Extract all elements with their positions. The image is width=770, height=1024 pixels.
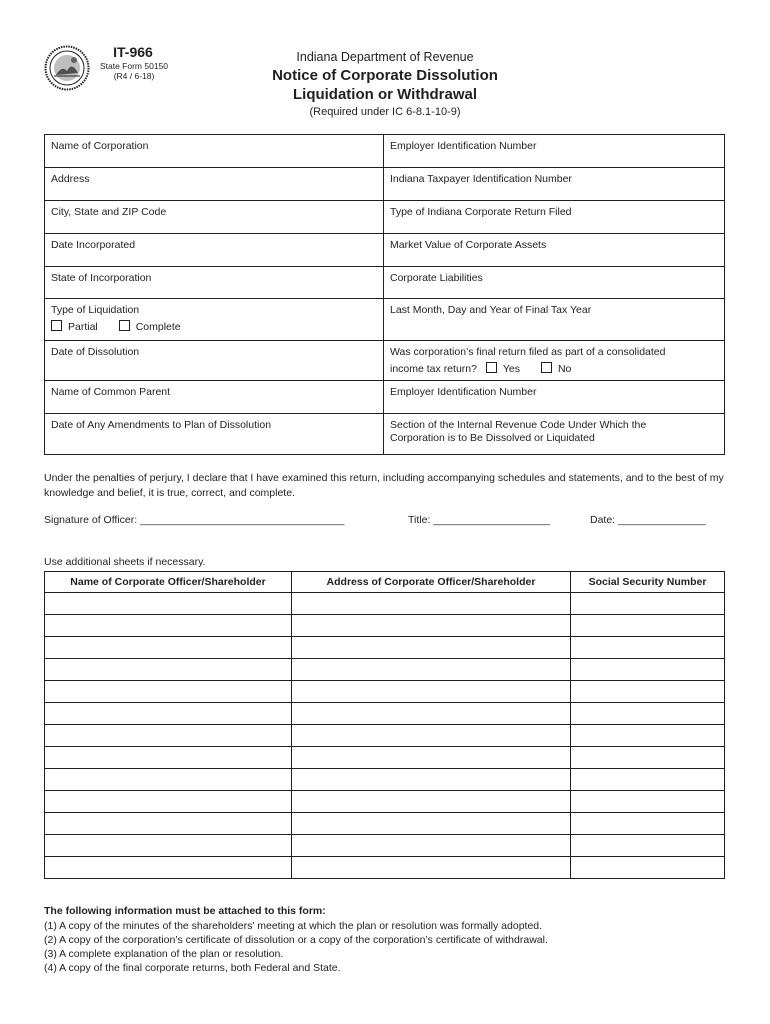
officer-address-cell[interactable] <box>292 835 571 857</box>
state-of-incorporation-field[interactable] <box>45 267 384 299</box>
yes-label: Yes <box>502 363 521 375</box>
table-row <box>45 659 725 681</box>
form-title-line2: Liquidation or Withdrawal <box>292 86 478 103</box>
officer-address-cell[interactable] <box>292 791 571 813</box>
statutory-requirement: (Required under IC 6-8.1-10-9) <box>309 106 461 118</box>
officer-address-cell[interactable] <box>292 747 571 769</box>
officer-name-cell[interactable] <box>45 703 292 725</box>
signature-line[interactable]: Signature of Officer: ___________________________________ <box>44 514 345 526</box>
state-form-number: State Form 50150 <box>99 61 169 71</box>
no-option[interactable] <box>541 362 571 376</box>
officer-name-cell[interactable] <box>45 813 292 835</box>
complete-checkbox[interactable] <box>119 320 130 331</box>
field-label: Type of Liquidation <box>51 304 140 316</box>
employer-id-field[interactable] <box>384 135 725 168</box>
officer-address-cell[interactable] <box>292 725 571 747</box>
officer-name-cell[interactable] <box>45 769 292 791</box>
officer-ssn-cell[interactable] <box>571 725 725 747</box>
officer-address-cell[interactable] <box>292 615 571 637</box>
question-line1: Was corporation’s final return filed as part of a consolidated <box>390 346 666 358</box>
officer-ssn-cell[interactable] <box>571 747 725 769</box>
attachments-list <box>44 919 548 975</box>
field-label: Name of Common Parent <box>51 386 171 398</box>
field-label-line2: Corporation is to Be Dissolved or Liquidated <box>390 432 595 444</box>
table-row <box>45 615 725 637</box>
officer-name-cell[interactable] <box>45 857 292 879</box>
table-row <box>45 769 725 791</box>
officer-address-cell[interactable] <box>292 659 571 681</box>
field-label-line1: Section of the Internal Revenue Code Under Which the <box>390 419 647 431</box>
complete-label: Complete <box>135 321 181 333</box>
officer-address-cell[interactable] <box>292 703 571 725</box>
officer-ssn-cell[interactable] <box>571 835 725 857</box>
officer-name-cell[interactable] <box>45 659 292 681</box>
officer-name-cell[interactable] <box>45 615 292 637</box>
table-row <box>45 857 725 879</box>
parent-employer-id-field[interactable] <box>384 381 725 414</box>
amendments-date-field[interactable] <box>45 414 384 455</box>
complete-option[interactable] <box>119 320 181 334</box>
field-label: Market Value of Corporate Assets <box>390 239 547 251</box>
department-name: Indiana Department of Revenue <box>296 50 474 64</box>
table-row <box>45 747 725 769</box>
return-type-field[interactable] <box>384 201 725 234</box>
field-label: Employer Identification Number <box>390 386 537 398</box>
date-line[interactable]: Date: _______________ <box>590 514 706 526</box>
irc-section-field[interactable] <box>384 414 725 455</box>
table-row <box>45 637 725 659</box>
corporate-info-grid <box>44 134 725 455</box>
yes-option[interactable] <box>486 362 520 376</box>
officer-name-cell[interactable] <box>45 835 292 857</box>
common-parent-field[interactable] <box>45 381 384 414</box>
yes-checkbox[interactable] <box>486 362 497 373</box>
address-field[interactable] <box>45 168 384 201</box>
perjury-declaration: Under the penalties of perjury, I declare that I have examined this return, including accompanying schedules and statements, and to the best of my knowledge and belief, it is true, correct, and complete. <box>44 472 724 499</box>
type-of-liquidation-field <box>45 299 384 341</box>
partial-label: Partial <box>68 321 98 333</box>
city-state-zip-field[interactable] <box>45 201 384 234</box>
list-item: (3) A complete explanation of the plan or resolution. <box>44 948 284 960</box>
field-label: State of Incorporation <box>51 272 152 284</box>
officer-ssn-cell[interactable] <box>571 813 725 835</box>
column-header-ssn: Social Security Number <box>571 572 725 593</box>
field-label: Address <box>51 173 90 185</box>
officer-name-cell[interactable] <box>45 725 292 747</box>
officer-ssn-cell[interactable] <box>571 637 725 659</box>
additional-sheets-note: Use additional sheets if necessary. <box>44 556 206 568</box>
attachments-heading: The following information must be attached to this form: <box>44 905 326 917</box>
form-title-line1: Notice of Corporate Dissolution <box>272 67 498 84</box>
table-row <box>45 813 725 835</box>
officer-address-cell[interactable] <box>292 681 571 703</box>
officer-ssn-cell[interactable] <box>571 703 725 725</box>
partial-checkbox[interactable] <box>51 320 62 331</box>
question-line2: income tax return? <box>390 363 477 375</box>
name-of-corporation-field[interactable] <box>45 135 384 168</box>
officer-ssn-cell[interactable] <box>571 615 725 637</box>
field-label: Indiana Taxpayer Identification Number <box>390 173 572 185</box>
column-header-name: Name of Corporate Officer/Shareholder <box>45 572 292 593</box>
final-tax-year-field[interactable] <box>384 299 725 341</box>
form-revision: (R4 / 6-18) <box>113 71 155 81</box>
date-of-dissolution-field[interactable] <box>45 341 384 381</box>
table-row <box>45 593 725 615</box>
field-label: Type of Indiana Corporate Return Filed <box>390 206 572 218</box>
officers-table <box>44 571 725 879</box>
officer-name-cell[interactable] <box>45 637 292 659</box>
officer-ssn-cell[interactable] <box>571 593 725 615</box>
field-label: Employer Identification Number <box>390 140 537 152</box>
no-checkbox[interactable] <box>541 362 552 373</box>
title-line[interactable]: Title: ____________________ <box>408 514 551 526</box>
officer-address-cell[interactable] <box>292 637 571 659</box>
column-header-address: Address of Corporate Officer/Shareholder <box>292 572 571 593</box>
table-row <box>45 681 725 703</box>
list-item: (4) A copy of the final corporate returns, both Federal and State. <box>44 962 341 974</box>
officer-name-cell[interactable] <box>45 593 292 615</box>
officer-address-cell[interactable] <box>292 857 571 879</box>
field-label: City, State and ZIP Code <box>51 206 167 218</box>
officer-ssn-cell[interactable] <box>571 659 725 681</box>
list-item: (1) A copy of the minutes of the shareholders’ meeting at which the plan or resolution was formally adopted. <box>44 920 543 932</box>
officer-ssn-cell[interactable] <box>571 857 725 879</box>
state-seal-icon <box>44 45 90 91</box>
officer-name-cell[interactable] <box>45 791 292 813</box>
field-label: Last Month, Day and Year of Final Tax Year <box>390 304 592 316</box>
officer-ssn-cell[interactable] <box>571 681 725 703</box>
field-label: Name of Corporation <box>51 140 149 152</box>
field-label: Date of Any Amendments to Plan of Dissolution <box>51 419 272 431</box>
table-row <box>45 835 725 857</box>
table-row <box>45 791 725 813</box>
officer-name-cell[interactable] <box>45 747 292 769</box>
corporate-liabilities-field[interactable] <box>384 267 725 299</box>
field-label: Date of Dissolution <box>51 346 140 358</box>
officer-name-cell[interactable] <box>45 681 292 703</box>
field-label: Corporate Liabilities <box>390 272 483 284</box>
no-label: No <box>557 363 572 375</box>
list-item: (2) A copy of the corporation’s certificate of dissolution or a copy of the corporation’s certificate of withdrawal. <box>44 934 548 946</box>
form-id: IT-966 <box>113 44 153 60</box>
table-row <box>45 725 725 747</box>
consolidated-return-field <box>384 341 725 381</box>
officer-address-cell[interactable] <box>292 813 571 835</box>
field-label: Date Incorporated <box>51 239 136 251</box>
date-incorporated-field[interactable] <box>45 234 384 267</box>
indiana-taxpayer-id-field[interactable] <box>384 168 725 201</box>
officer-ssn-cell[interactable] <box>571 769 725 791</box>
market-value-field[interactable] <box>384 234 725 267</box>
partial-option[interactable] <box>51 320 98 334</box>
table-row <box>45 703 725 725</box>
officer-address-cell[interactable] <box>292 593 571 615</box>
officer-address-cell[interactable] <box>292 769 571 791</box>
officer-ssn-cell[interactable] <box>571 791 725 813</box>
